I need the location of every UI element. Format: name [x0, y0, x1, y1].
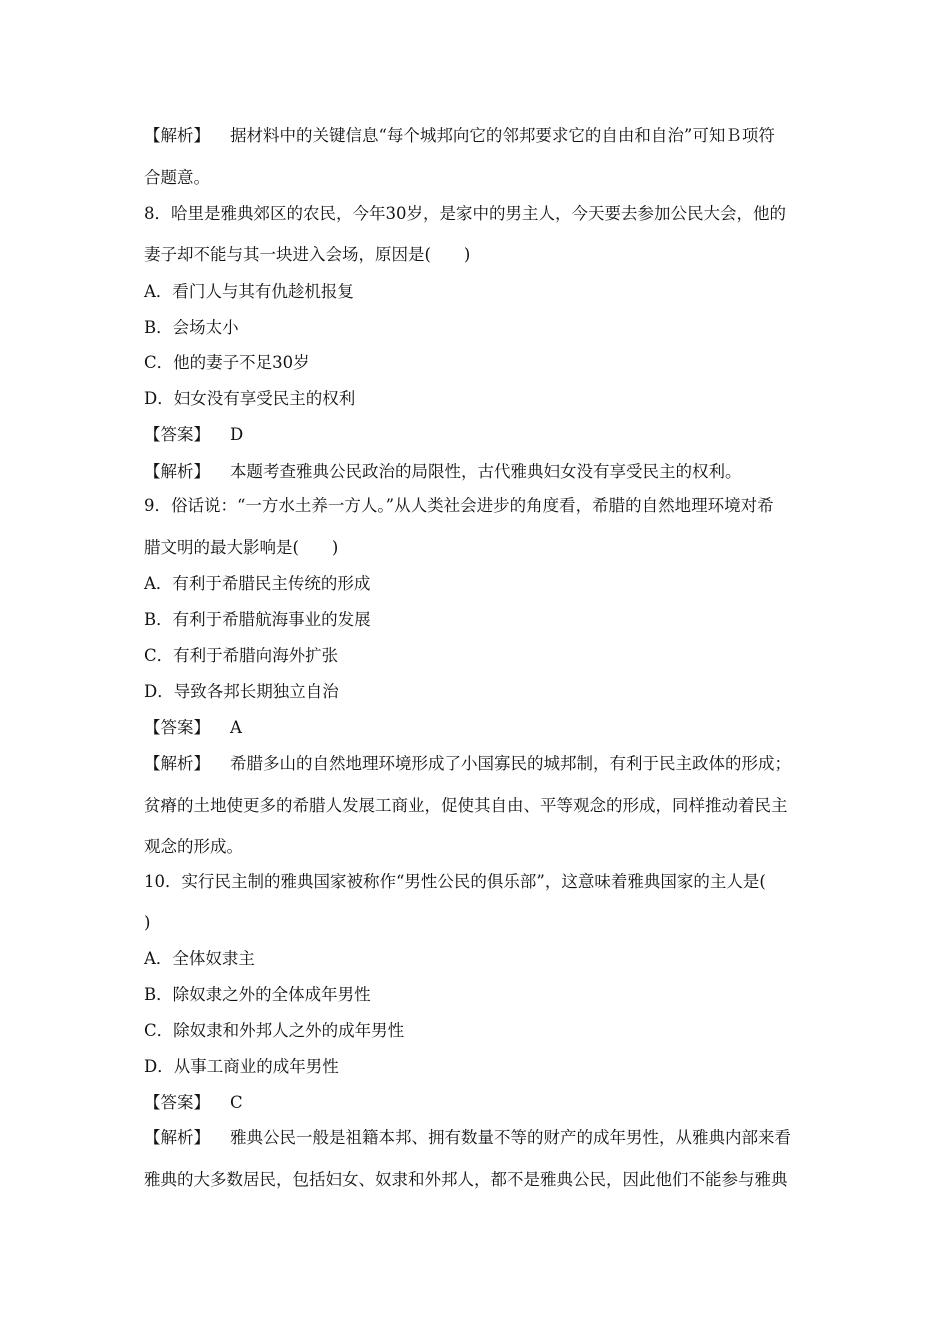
question-9-stem-line-2: 腊文明的最大影响是( )	[144, 538, 339, 557]
answer-value: C	[230, 1093, 243, 1112]
answer-tag: 【答案】	[144, 718, 210, 737]
question-9-analysis-line-1	[144, 754, 791, 774]
answer-tag: 【答案】	[144, 1093, 210, 1112]
question-9-analysis-line-2: 贫瘠的土地使更多的希腊人发展工商业，促使其自由、平等观念的形成，同样推动着民主	[144, 796, 788, 815]
analysis-text: 据材料中的关键信息“每个城邦向它的邻邦要求它的自由和自治”可知Ｂ项符	[230, 126, 775, 145]
analysis-tag: 【解析】	[144, 1128, 210, 1147]
question-9-option-c: C．有利于希腊向海外扩张	[144, 646, 339, 665]
question-9-option-b: B．有利于希腊航海事业的发展	[144, 610, 371, 629]
analysis-text: 本题考查雅典公民政治的局限性，古代雅典妇女没有享受民主的权利。	[230, 462, 742, 481]
answer-value: A	[230, 718, 242, 737]
question-10-analysis-line-1	[144, 1128, 791, 1148]
analysis-tag: 【解析】	[144, 126, 210, 145]
analysis-continuation: 合题意。	[144, 168, 210, 187]
question-8-analysis	[144, 462, 742, 482]
analysis-text: 雅典公民一般是祖籍本邦、拥有数量不等的财产的成年男性，从雅典内部来看	[230, 1128, 791, 1147]
answer-tag: 【答案】	[144, 425, 210, 444]
question-8-option-c: C．他的妻子不足30岁	[144, 353, 310, 372]
question-8-option-a: A．看门人与其有仇趁机报复	[144, 282, 354, 301]
question-9-stem-line-1: 9．俗话说：“一方水土养一方人。”从人类社会进步的角度看，希腊的自然地理环境对希	[144, 496, 774, 515]
question-8-answer	[144, 425, 243, 445]
question-9-analysis-line-3: 观念的形成。	[144, 837, 243, 856]
question-10-stem-line-1: 10．实行民主制的雅典国家被称作“男性公民的俱乐部”，这意味着雅典国家的主人是(	[144, 872, 766, 891]
answer-value: D	[230, 425, 244, 444]
analysis-line	[144, 126, 775, 146]
analysis-text: 希腊多山的自然地理环境形成了小国寡民的城邦制，有利于民主政体的形成；	[230, 754, 791, 773]
question-10-option-a: A．全体奴隶主	[144, 949, 255, 968]
question-9-answer	[144, 718, 242, 738]
question-8-stem-line-2: 妻子却不能与其一块进入会场，原因是( )	[144, 245, 471, 264]
question-10-analysis-line-2: 雅典的大多数居民，包括妇女、奴隶和外邦人，都不是雅典公民，因此他们不能参与雅典	[144, 1170, 788, 1189]
analysis-tag: 【解析】	[144, 754, 210, 773]
question-10-answer	[144, 1093, 243, 1113]
question-8-option-b: B．会场太小	[144, 318, 239, 337]
question-10-option-c: C．除奴隶和外邦人之外的成年男性	[144, 1021, 405, 1040]
question-10-option-b: B．除奴隶之外的全体成年男性	[144, 985, 371, 1004]
question-8-stem-line-1: 8．哈里是雅典郊区的农民，今年30岁，是家中的男主人，今天要去参加公民大会，他的	[144, 204, 786, 223]
question-10-stem-line-2: )	[144, 913, 151, 932]
analysis-tag: 【解析】	[144, 462, 210, 481]
question-10-option-d: D．从事工商业的成年男性	[144, 1057, 339, 1076]
question-8-option-d: D．妇女没有享受民主的权利	[144, 389, 356, 408]
question-9-option-a: A．有利于希腊民主传统的形成	[144, 574, 371, 593]
question-9-option-d: D．导致各邦长期独立自治	[144, 682, 339, 701]
